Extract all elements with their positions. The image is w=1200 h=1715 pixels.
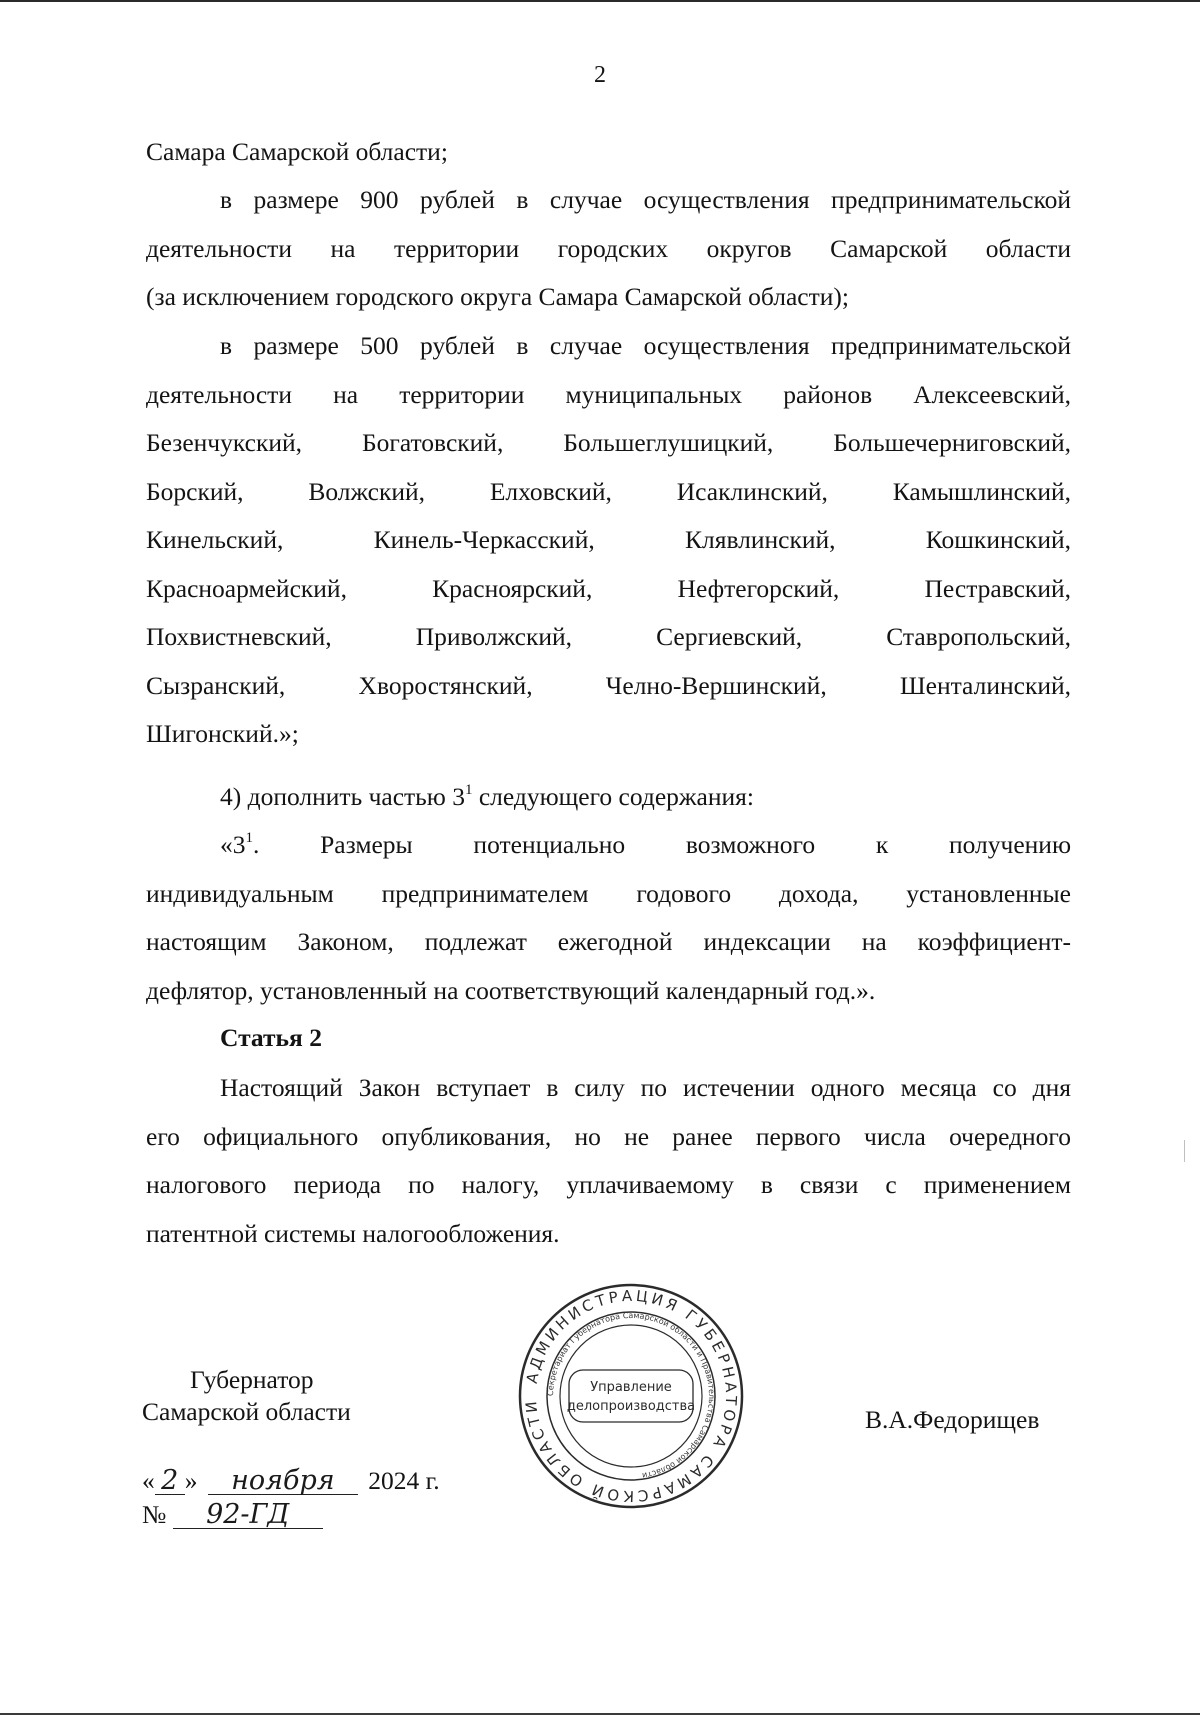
date-close-quote: » bbox=[184, 1466, 198, 1495]
date-day: 2 bbox=[155, 1468, 185, 1495]
number-value: 92-ГД bbox=[173, 1502, 323, 1529]
law-number bbox=[142, 1500, 323, 1530]
text-line: в размере 500 рублей в случае осуществления предпринимательской bbox=[220, 331, 1071, 360]
date-month: ноября bbox=[208, 1468, 358, 1495]
item-4-text: 4) дополнить частью 3 bbox=[220, 782, 465, 811]
text-line: (за исключением городского округа Самара Самарской области); bbox=[146, 282, 849, 311]
text-line: дефлятор, установленный на соответствующий календарный год.». bbox=[146, 975, 876, 1005]
text-line bbox=[146, 821, 1071, 870]
page-number: 2 bbox=[594, 62, 606, 88]
article-2-text bbox=[146, 1064, 1071, 1258]
text-line: Красноармейский, Красноярский, Нефтегорский, Пестравский, bbox=[146, 573, 1071, 603]
text-line: индивидуальным предпринимателем годового дохода, установленные bbox=[146, 878, 1071, 908]
quoted-part-3-1 bbox=[146, 821, 1071, 1015]
signatory-title-line-1: Губернатор bbox=[190, 1365, 314, 1394]
seal-center-line-1: Управление bbox=[590, 1380, 672, 1395]
text-line: налогового периода по налогу, уплачиваемому в связи с применением bbox=[146, 1170, 1071, 1199]
text-line bbox=[146, 773, 1071, 822]
quote-open: «3 bbox=[220, 830, 246, 859]
text-line: Сызранский, Хворостянский, Челно-Вершинский, Шенталинский, bbox=[146, 670, 1071, 700]
text-line: Кинельский, Кинель-Черкасский, Клявлинский, Кошкинский, bbox=[146, 525, 1071, 554]
date-open-quote: « bbox=[142, 1466, 155, 1495]
text-line: Самара Самарской области; bbox=[146, 137, 448, 166]
text-line: Похвистневский, Приволжский, Сергиевский, Ставропольский, bbox=[146, 622, 1071, 651]
superscript: 1 bbox=[464, 781, 473, 798]
signatory-title bbox=[142, 1364, 351, 1428]
text-line: Шигонский.»; bbox=[146, 719, 299, 748]
text-line: его официального опубликования, но не ранее первого числа очередного bbox=[146, 1121, 1071, 1151]
official-seal bbox=[517, 1282, 745, 1510]
quote-number bbox=[220, 821, 253, 870]
seal-inner-text: Секретариат Губернатора Самарской области и Правительства Самарской области bbox=[545, 1310, 717, 1481]
signatory-title-line-2: Самарской области bbox=[142, 1397, 351, 1426]
number-label: № bbox=[142, 1500, 167, 1529]
item-4 bbox=[146, 773, 1071, 822]
seal-center-line-2: делопроизводства bbox=[566, 1399, 696, 1414]
article-heading bbox=[146, 1014, 1071, 1063]
signatory-name: В.А.Федорищев bbox=[865, 1405, 1040, 1434]
text-line: Борский, Волжский, Елховский, Исаклинский, Камышлинский, bbox=[146, 476, 1071, 506]
date-year: 2024 г. bbox=[368, 1466, 440, 1495]
text-line: деятельности на территории муниципальных районов Алексеевский, bbox=[146, 379, 1071, 409]
seal-outer-text: АДМИНИСТРАЦИЯ ГУБЕРНАТОРА САМАРСКОЙ ОБЛАСТИ bbox=[521, 1286, 741, 1506]
article-2-heading: Статья 2 bbox=[220, 1023, 322, 1052]
text-line: в размере 900 рублей в случае осуществления предпринимательской bbox=[220, 185, 1071, 214]
scan-artifact bbox=[1184, 1140, 1185, 1162]
text-line: патентной системы налогообложения. bbox=[146, 1218, 560, 1248]
text-line: настоящим Законом, подлежат ежегодной индексации на коэффициент- bbox=[146, 927, 1071, 956]
paragraph-continuation bbox=[146, 128, 1071, 177]
signing-date bbox=[142, 1466, 440, 1496]
quote-first-line: . Размеры потенциально возможного к получению bbox=[253, 830, 1071, 859]
text-line: Настоящий Закон вступает в силу по истечении одного месяца со дня bbox=[220, 1073, 1071, 1102]
paragraph-900-rubles bbox=[146, 176, 1071, 322]
text-line: деятельности на территории городских округов Самарской области bbox=[146, 233, 1071, 263]
top-border-line bbox=[0, 0, 1200, 2]
seal-center-box bbox=[566, 1370, 696, 1422]
paragraph-500-rubles bbox=[146, 322, 1071, 759]
text-line: Безенчукский, Богатовский, Большеглушицкий, Большечерниговский, bbox=[146, 428, 1071, 457]
superscript: 1 bbox=[245, 829, 253, 846]
item-4-text-end: следующего содержания: bbox=[472, 782, 754, 811]
